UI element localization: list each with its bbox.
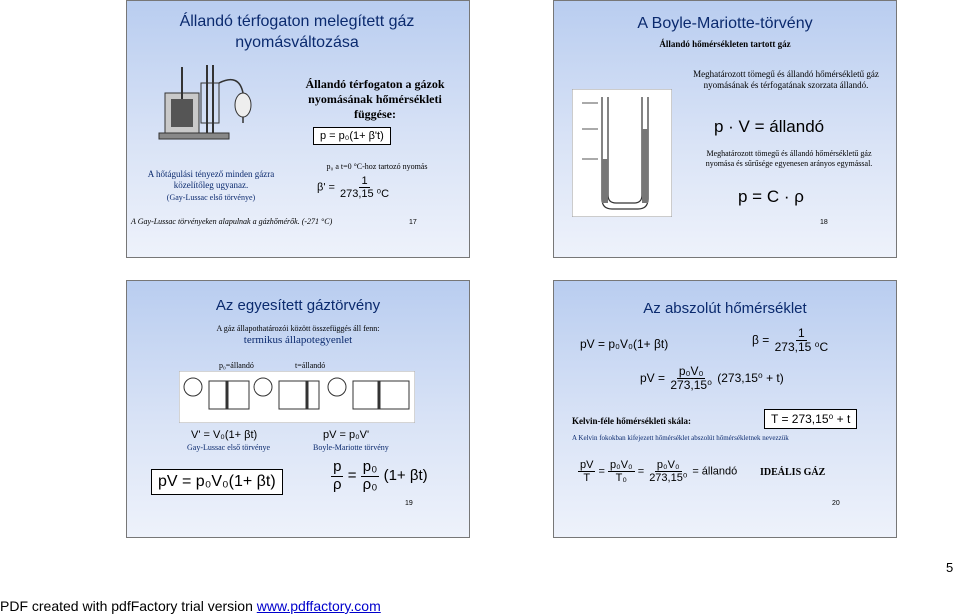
- pdffactory-link[interactable]: www.pdffactory.com: [256, 598, 381, 614]
- process-illustration: [179, 371, 415, 423]
- beta-fraction: [338, 175, 391, 200]
- f2-num: p₀V₀: [678, 364, 704, 378]
- side-note: A hőtágulási tényező minden gázra közelítőleg ugyanaz.: [147, 169, 275, 190]
- beta-numerator: 1: [361, 175, 368, 187]
- slide-18: [553, 0, 897, 258]
- f3-b-num: p₀V₀: [610, 459, 633, 471]
- slide-title: Az egyesített gáztörvény: [215, 297, 381, 314]
- f3-a-den: T: [583, 472, 591, 485]
- kelvin-label: Kelvin-féle hőmérsékleti skála:: [572, 416, 691, 426]
- rho-tail: (1+ βt): [383, 466, 428, 484]
- slide-19: [126, 280, 470, 538]
- footer-prefix: PDF created with pdfFactory trial version: [0, 598, 257, 614]
- slide-title: Az abszolút hőmérséklet: [643, 300, 807, 317]
- ideal-gas-label: IDEÁLIS GÁZ: [760, 467, 826, 478]
- formula-beta: [317, 175, 391, 200]
- formula-pv-expanded: [640, 365, 784, 392]
- slide-page-number: 19: [405, 500, 413, 507]
- formula-ideal-gas: $\frac{pV}{T}$ = $\frac{\text{p₀V₀}}{\text{T₀}}$ = $\frac{\text{p₀V₀}}{\text{273,15⁰}}$ = állandó: [580, 459, 738, 485]
- label-t-constant: t=állandó: [295, 361, 326, 370]
- formula-boyle-mariotte: pV = p₀V': [323, 429, 370, 441]
- equation-name: termikus állapotegyenlet: [243, 334, 353, 346]
- f3-tail: = állandó: [692, 465, 738, 478]
- formula-pressure: p = p₀(1+ β't): [313, 127, 391, 145]
- formula-beta: [752, 327, 830, 354]
- slide-page-number: 18: [820, 219, 828, 226]
- slide-title: Állandó térfogaton melegített gáz nyomásváltozása: [179, 13, 415, 51]
- document-page-number: 5: [946, 560, 954, 575]
- caption-boyle-mariotte: Boyle-Mariotte törvény: [313, 443, 389, 452]
- beta-numerator: 1: [798, 326, 805, 340]
- f3-c-num: p₀V₀: [656, 459, 680, 471]
- boyle-text-1: Meghatározott tömegű és állandó hőmérsékletű gáz nyomásának és térfogatának szorzata állandó.: [693, 69, 879, 90]
- apparatus-illustration: [157, 63, 257, 143]
- beta-denominator: 273,15 ⁰C: [774, 340, 829, 355]
- boyle-text-2: Meghatározott tömegű és állandó hőmérsékletű gáz nyomása és sűrűsége egyenesen arányos egymással.: [705, 149, 873, 168]
- formula-p-rho: p = C · ρ: [738, 187, 804, 206]
- slide-20: [553, 280, 897, 538]
- slide-heading: Állandó térfogaton a gázok nyomásának hőmérsékleti függése:: [305, 77, 445, 121]
- label-p0-constant: p₀=állandó: [219, 361, 254, 370]
- f3-c-den: 273,15⁰: [649, 472, 688, 485]
- rho-lhs-den: ρ: [333, 475, 342, 493]
- slide-page-number: 17: [409, 219, 417, 226]
- slide-intro: A gáz állapothatározói között összefüggés áll fenn:: [216, 324, 380, 333]
- formula-gay-lussac: V' = V₀(1+ βt): [191, 429, 258, 441]
- side-note-law: (Gay-Lussac első törvénye): [166, 193, 256, 202]
- formula-kelvin: T = 273,15⁰ + t: [764, 409, 857, 429]
- f2-tail: (273,15⁰ + t): [717, 370, 784, 385]
- formula-combined: pV = p₀V₀(1+ βt): [580, 337, 669, 351]
- slide-17: [126, 0, 470, 258]
- beta-prefix: β' =: [317, 181, 335, 194]
- formula-combined-gas-law: pV = p₀V₀(1+ βt): [151, 469, 283, 495]
- f3-a-num: pV: [580, 459, 594, 471]
- f2-den: 273,15⁰: [670, 378, 712, 393]
- f2-prefix: pV =: [640, 370, 666, 385]
- formula-pv-constant: p · V = állandó: [714, 117, 825, 136]
- beta-denominator: 273,15 ⁰C: [339, 188, 390, 201]
- rho-rhs-num: p₀: [362, 458, 378, 475]
- caption-gay-lussac: Gay-Lussac első törvénye: [187, 443, 271, 452]
- manometer-illustration: [572, 89, 672, 217]
- rho-rhs-den: ρ₀: [362, 475, 378, 493]
- pdf-footer: [0, 598, 381, 614]
- slide-page-number: 20: [832, 500, 840, 507]
- footer-note: A Gay-Lussac törvényeken alapulnak a gázhőmérők. (-271 °C): [131, 217, 333, 226]
- p0-note: p₀ a t=0 °C-hoz tartozó nyomás: [326, 162, 428, 171]
- kelvin-note: A Kelvin fokokban kifejezett hőmérséklet abszolút hőmérsékletnek nevezzük: [572, 434, 789, 442]
- slide-title: A Boyle-Mariotte-törvény: [637, 15, 813, 32]
- formula-density: $\frac{p}{\rho}$ = $\frac{\text{p₀}}{\text{ρ₀}}$ (1+ βt): [333, 458, 428, 493]
- beta-prefix: β =: [752, 332, 770, 347]
- f3-b-den: T₀: [615, 472, 627, 485]
- rho-lhs-num: p: [333, 458, 342, 475]
- slide-subtitle: Állandó hőmérsékleten tartott gáz: [659, 39, 791, 49]
